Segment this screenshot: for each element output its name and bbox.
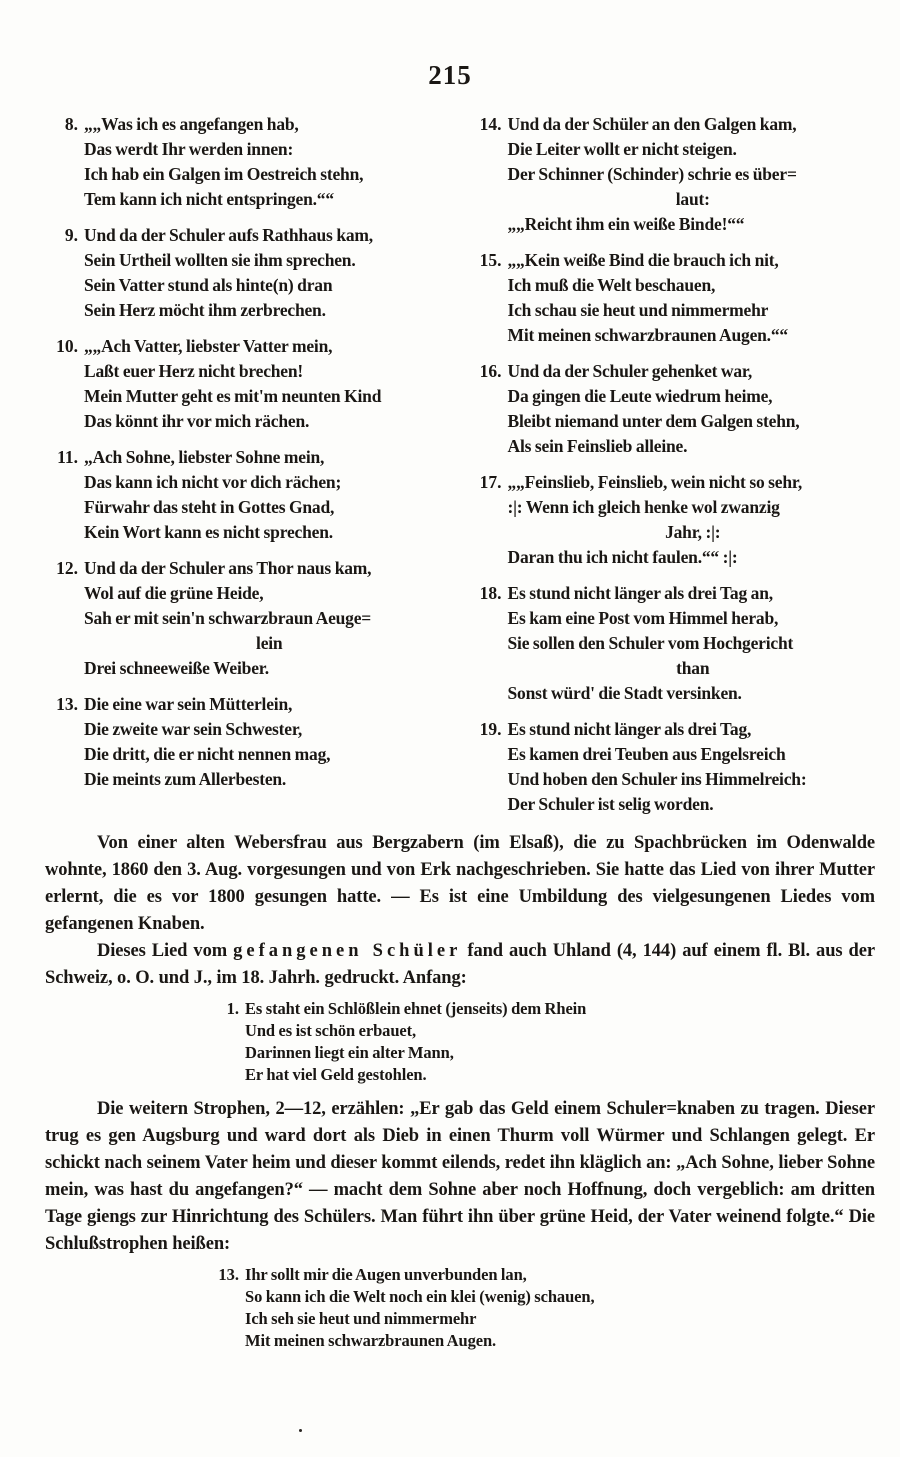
story-summary-paragraph: Die weitern Strophen, 2—12, erzählen: „Er gab das Geld einem Schuler=knaben zu tragen. Dieser trug es gen Augsburg und ward dort als Dieb in einen Thurm voll Würmer und Schlangen gelegt. Er schickt nach seinem Vater heim und dieser kommt eilends, redet ihn kläglich an: „Ach Sohne, lieber Sohne mein, was hast du angefangen?“ — macht dem Sohne aber noch Hoffnung, doch vergeblich: am dritten Tage giengs zur Hinrichtung des Schülers. Man führt ihn über grüne Heid, der Vater weinend folgte.“ Die Schlußstrophen heißen:	[45, 1099, 875, 1254]
verse-block	[469, 359, 879, 459]
verse-line: Ich muß die Welt beschauen,	[507, 275, 716, 295]
verse-line: Es kamen drei Teuben aus Engelsreich	[507, 744, 786, 764]
verse-block	[203, 1264, 765, 1352]
verse-number: 1.	[226, 999, 239, 1018]
verse-block	[45, 334, 455, 434]
verse-line: „„Kein weiße Bind die brauch ich nit,	[507, 250, 779, 270]
verse-line: Kein Wort kann es nicht sprechen.	[84, 522, 333, 542]
verse-number: 13.	[218, 1265, 239, 1284]
verse-block	[469, 717, 879, 817]
verses-right-column	[469, 112, 879, 828]
verse-number: 9.	[64, 225, 78, 245]
verse-line: Mit meinen schwarzbraunen Augen.““	[507, 325, 788, 345]
verse-line: Die zweite war sein Schwester,	[84, 719, 302, 739]
verse-line: laut:	[675, 189, 710, 209]
verse-line: Daran thu ich nicht faulen.““ :|:	[507, 547, 738, 567]
verse-line: Es kam eine Post vom Himmel herab,	[507, 608, 779, 628]
verse-line: Und hoben den Schuler ins Himmelreich:	[507, 769, 807, 789]
verse-line: Laßt euer Herz nicht brechen!	[84, 361, 304, 381]
verse-line: Es stund nicht länger als drei Tag,	[507, 719, 752, 739]
verse-line: Der Schuler ist selig worden.	[507, 794, 714, 814]
verse-line: Die Leiter wollt er nicht steigen.	[507, 139, 737, 159]
verse-lines	[245, 998, 765, 1086]
verse-lines	[84, 223, 455, 323]
verse-block	[469, 112, 879, 237]
verse-line: Mein Mutter geht es mit'm neunten Kind	[84, 386, 382, 406]
verse-line: Und da der Schuler gehenket war,	[507, 361, 753, 381]
commentary-section	[45, 830, 875, 1352]
print-speck	[299, 1429, 302, 1432]
verse-block	[45, 445, 455, 545]
verse-line: Drei schneeweiße Weiber.	[84, 658, 269, 678]
verse-lines	[84, 556, 455, 681]
verse-line: So kann ich die Welt noch ein klei (wenig) schauen,	[245, 1287, 595, 1306]
verse-line: Fürwahr das steht in Gottes Gnad,	[84, 497, 335, 517]
verse-line: Das kann ich nicht vor dich rächen;	[84, 472, 342, 492]
verses-two-columns	[45, 112, 878, 828]
verse-line: Jahr, :|:	[665, 522, 721, 542]
verse-number: 15.	[479, 250, 502, 270]
verse-number: 10.	[56, 336, 78, 356]
page-number: 215	[428, 60, 472, 90]
verse-line: Ich schau sie heut und nimmermehr	[507, 300, 769, 320]
verse-lines	[508, 581, 879, 706]
inset-verse-1	[203, 998, 765, 1086]
verse-line: Und da der Schüler an den Galgen kam,	[507, 114, 797, 134]
verse-line: Ich hab ein Galgen im Oestreich stehn,	[84, 164, 364, 184]
verse-line: Ihr sollt mir die Augen unverbunden lan,	[245, 1265, 527, 1284]
verses-left-column	[45, 112, 455, 828]
uhland-note-post: fand auch Uhland (4, 144) auf einem fl. Bl. aus der Schweiz, o. O. und J., im 18. Jahrh. gedruckt. Anfang:	[45, 941, 875, 988]
verse-lines	[84, 692, 455, 792]
verse-line: Sonst würd' die Stadt versinken.	[507, 683, 742, 703]
verse-number: 17.	[479, 472, 502, 492]
verse-line: Und da der Schuler ans Thor naus kam,	[84, 558, 372, 578]
verse-block	[203, 998, 765, 1086]
verse-lines	[84, 334, 455, 434]
verse-line: Als sein Feinslieb alleine.	[507, 436, 688, 456]
verse-line: Wol auf die grüne Heide,	[84, 583, 264, 603]
verse-number: 12.	[56, 558, 78, 578]
verse-block	[469, 470, 879, 570]
verse-line: Und da der Schuler aufs Rathhaus kam,	[84, 225, 373, 245]
verse-line: Die eine war sein Mütterlein,	[84, 694, 293, 714]
verse-line: :|: Wenn ich gleich henke wol zwanzig	[507, 497, 780, 517]
verse-line: Die dritt, die er nicht nennen mag,	[84, 744, 331, 764]
verse-line: lein	[256, 633, 283, 653]
verse-number: 18.	[479, 583, 502, 603]
verse-line: Sie sollen den Schuler vom Hochgericht	[507, 633, 794, 653]
verse-line: Das werdt Ihr werden innen:	[84, 139, 294, 159]
verse-lines	[508, 112, 879, 237]
verse-line: „„Was ich es angefangen hab,	[84, 114, 299, 134]
verse-line: Die meints zum Allerbesten.	[84, 769, 287, 789]
verse-line: Sah er mit sein'n schwarzbraun Aeuge=	[84, 608, 372, 628]
verse-line: Es stund nicht länger als drei Tag an,	[507, 583, 773, 603]
verse-block	[45, 223, 455, 323]
verse-line: Mit meinen schwarzbraunen Augen.	[245, 1331, 497, 1350]
verse-block	[45, 692, 455, 792]
verse-lines	[508, 248, 879, 348]
verse-lines	[245, 1264, 765, 1352]
verse-lines	[84, 445, 455, 545]
verse-block	[45, 112, 455, 212]
verse-line: Sein Urtheil wollten sie ihm sprechen.	[84, 250, 356, 270]
verse-line: than	[676, 658, 710, 678]
verse-line: Sein Herz möcht ihm zerbrechen.	[84, 300, 326, 320]
verse-line: Und es ist schön erbauet,	[245, 1021, 417, 1040]
verse-number: 14.	[479, 114, 502, 134]
uhland-note-paragraph	[45, 938, 875, 992]
verse-lines	[508, 359, 879, 459]
source-note-paragraph: Von einer alten Webersfrau aus Bergzabern (im Elsaß), die zu Spachbrücken im Odenwalde wohnte, 1860 den 3. Aug. vorgesungen und von Erk nachgeschrieben. Sie hatte das Lied von ihrer Mutter erlernt, die es vor 1800 gesungen hatte. — Es ist eine Umbildung des vielgesungenen Liedes vom gefangenen Knaben.	[45, 833, 875, 934]
verse-line: „„Ach Vatter, liebster Vatter mein,	[84, 336, 333, 356]
verse-number: 8.	[64, 114, 78, 134]
verse-lines	[508, 470, 879, 570]
verse-number: 11.	[57, 447, 78, 467]
verse-block	[45, 556, 455, 681]
verse-lines	[84, 112, 455, 212]
verse-line: „Ach Sohne, liebster Sohne mein,	[84, 447, 325, 467]
inset-verse-13	[203, 1264, 765, 1352]
verse-line: Da gingen die Leute wiedrum heime,	[507, 386, 773, 406]
verse-line: Es staht ein Schlößlein ehnet (jenseits) dem Rhein	[245, 999, 587, 1018]
verse-line: „„Reicht ihm ein weiße Binde!““	[507, 214, 745, 234]
verse-line: Bleibt niemand unter dem Galgen stehn,	[507, 411, 800, 431]
verse-line: Er hat viel Geld gestohlen.	[245, 1065, 427, 1084]
verse-line: „„Feinslieb, Feinslieb, wein nicht so sehr,	[507, 472, 803, 492]
verse-lines	[508, 717, 879, 817]
verse-line: Tem kann ich nicht entspringen.““	[84, 189, 334, 209]
verse-line: Sein Vatter stund als hinte(n) dran	[84, 275, 333, 295]
verse-number: 16.	[479, 361, 502, 381]
uhland-note-spaced-term: gefangenen Schüler	[233, 941, 462, 961]
verse-number: 19.	[479, 719, 502, 739]
verse-block	[469, 581, 879, 706]
verse-number: 13.	[56, 694, 78, 714]
verse-line: Darinnen liegt ein alter Mann,	[245, 1043, 454, 1062]
verse-block	[469, 248, 879, 348]
verse-line: Der Schinner (Schinder) schrie es über=	[507, 164, 797, 184]
verse-line: Das könnt ihr vor mich rächen.	[84, 411, 310, 431]
verse-line: Ich seh sie heut und nimmermehr	[245, 1309, 477, 1328]
uhland-note-pre: Dieses Lied vom	[97, 941, 234, 961]
